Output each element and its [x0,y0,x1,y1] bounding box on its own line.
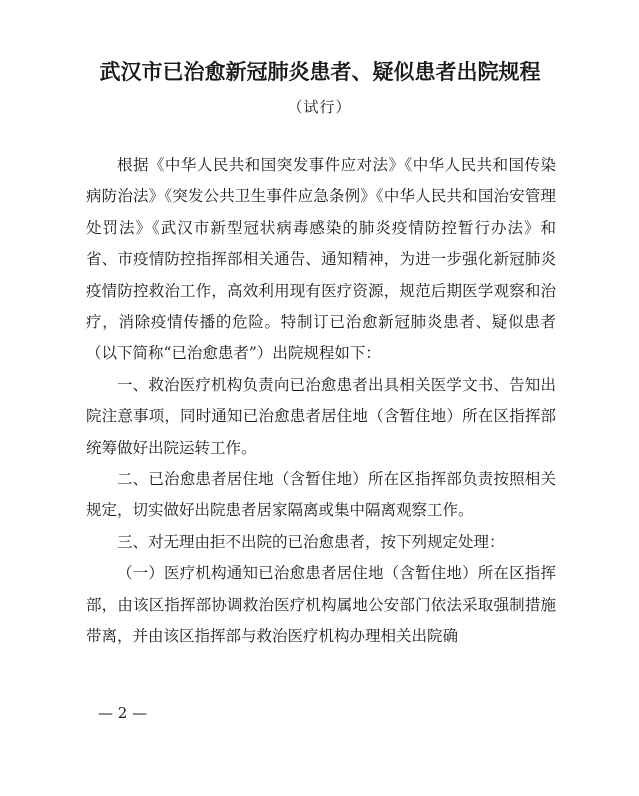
paragraph-item-2: 二、已治愈患者居住地（含暂住地）所在区指挥部负责按照相关规定，切实做好出院患者居家隔离或集中隔离观察工作。 [86,470,556,520]
page-number: — 2 — [98,704,148,722]
paragraph-subitem-1: （一）医疗机构通知已治愈患者居住地（含暂住地）所在区指挥部，由该区指挥部协调救治医疗机构属地公安部门依法采取强制措施带离，并由该区指挥部与救治医疗机构办理相关出院确 [86,564,556,646]
paragraph-item-1: 一、救治医疗机构负责向已治愈患者出具相关医学文书、告知出院注意事项，同时通知已治愈患者居住地（含暂住地）所在区指挥部统筹做好出院运转工作。 [86,375,556,457]
document-body [86,150,556,653]
paragraph-preamble: 根据《中华人民共和国突发事件应对法》《中华人民共和国传染病防治法》《突发公共卫生事件应急条例》《中华人民共和国治安管理处罚法》《武汉市新型冠状病毒感染的肺炎疫情防控暂行办法》和省、市疫情防控指挥部相关通告、通知精神，为进一步强化新冠肺炎疫情防控救治工作，高效利用现有医疗资源，规范后期医学观察和治疗，消除疫情传播的危险。特制订已治愈新冠肺炎患者、疑似患者（以下简称“已治愈患者”）出院规程如下： [86,156,556,363]
document-subtitle: （试行） [287,98,352,116]
document-title: 武汉市已治愈新冠肺炎患者、疑似患者出院规程 [99,59,541,84]
paragraph-item-3: 三、对无理由拒不出院的已治愈患者，按下列规定处理： [117,532,505,551]
